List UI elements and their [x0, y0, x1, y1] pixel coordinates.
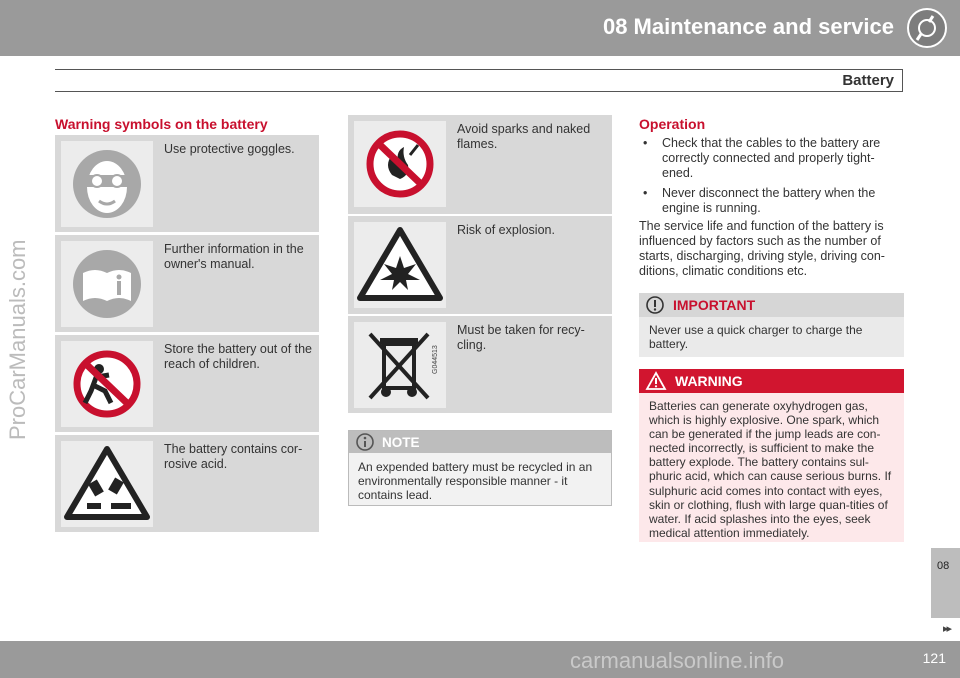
- recycle-bin-crossed-icon: [354, 322, 446, 408]
- corrosive-acid-icon: [61, 441, 153, 527]
- important-header: [639, 293, 904, 317]
- symbol-row: [55, 335, 319, 434]
- symbol-text: Use protective goggles.: [164, 142, 295, 156]
- symbol-text: Avoid sparks and naked flames.: [457, 122, 591, 151]
- page-footer: [0, 641, 960, 678]
- warning-triangle-icon: [645, 371, 667, 391]
- note-header: [349, 431, 611, 453]
- exclamation-icon: [645, 295, 665, 315]
- operation-paragraph: The service life and function of the battery is influenced by factors such as the number of starts, discharging, driving style, driving con-ditions, climatic conditions etc.: [639, 219, 885, 278]
- warning-label: WARNING: [675, 373, 743, 389]
- chapter-tab-label: 08: [937, 560, 950, 572]
- page-number: 121: [922, 650, 946, 666]
- figure-code: G044513: [432, 345, 439, 374]
- symbol-text: Further information in the owner's manual.: [164, 242, 304, 271]
- symbol-text: The battery contains cor-rosive acid.: [164, 442, 303, 471]
- symbol-row: [348, 216, 612, 316]
- warning-box: [639, 369, 904, 542]
- symbol-row: [55, 135, 319, 234]
- bullet-item: • Never disconnect the battery when the engine is running.: [639, 186, 904, 216]
- chapter-tab[interactable]: [931, 548, 960, 618]
- manual-info-icon: [61, 241, 153, 327]
- info-icon: [355, 433, 375, 451]
- explosion-icon: [354, 222, 446, 308]
- no-flames-icon: [354, 121, 446, 207]
- goggles-icon: [61, 141, 153, 227]
- next-page-arrows-icon[interactable]: ▸▸: [942, 623, 950, 635]
- important-label: IMPORTANT: [673, 297, 756, 313]
- symbol-text: Store the battery out of the reach of children.: [164, 342, 313, 371]
- note-text: An expended battery must be recycled in an environmentally responsible manner - it contains lead.: [358, 460, 593, 502]
- wrench-icon: [907, 8, 947, 48]
- operation-heading: Operation: [639, 116, 706, 132]
- watermark-bottom: carmanualsonline.info: [570, 648, 785, 673]
- symbol-text: Must be taken for recy-cling.: [457, 323, 585, 352]
- important-text: Never use a quick charger to charge the battery.: [649, 323, 863, 351]
- bullet-item: • Check that the cables to the battery are correctly connected and properly tight-ened.: [639, 136, 904, 181]
- section-bar: [55, 69, 903, 92]
- note-label: NOTE: [382, 435, 420, 450]
- symbol-text: Risk of explosion.: [457, 223, 555, 237]
- warning-header: [639, 369, 904, 393]
- symbol-row: [348, 115, 612, 216]
- section-title: Battery: [842, 72, 894, 89]
- chapter-title: 08 Maintenance and service: [602, 14, 894, 39]
- operation-bullets: [639, 136, 904, 221]
- warning-symbols-heading: Warning symbols on the battery: [55, 116, 268, 132]
- watermark-left: ProCarManuals.com: [5, 239, 30, 440]
- no-children-icon: [61, 341, 153, 427]
- warning-text: Batteries can generate oxyhydrogen gas, which is highly explosive. One spark, which can be generated if the jump leads are con-nected incorrectly, is sufficient to make the battery explode. The battery contains sul-phuric acid, which can cause serious burns. If sulphuric acid comes into contact with eyes, skin or clothing, flush with large quan-tities of water. If acid splashes into the eyes, seek medical attention immediately.: [649, 399, 892, 540]
- note-box: [348, 430, 612, 506]
- symbol-row: [55, 435, 319, 534]
- page-header: [0, 0, 960, 56]
- symbol-row: [348, 316, 612, 415]
- important-box: [639, 293, 904, 357]
- symbol-row: [55, 235, 319, 334]
